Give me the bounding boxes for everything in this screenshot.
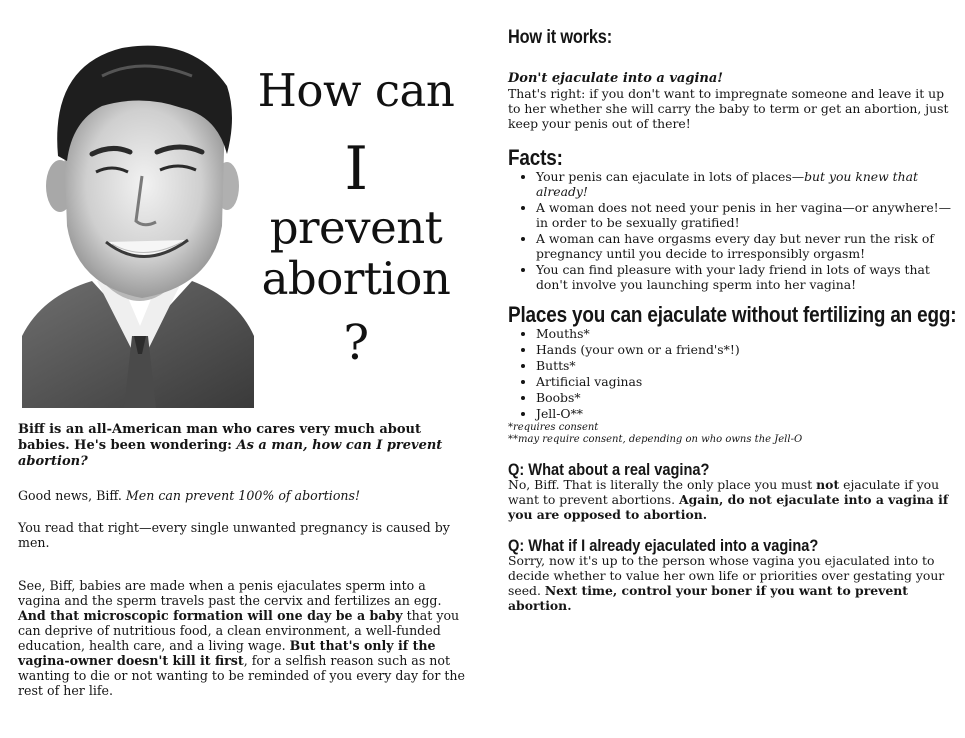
see-biff-5: , for a selfish reason such as not wanting to die or not wanting to be reminded of you every day for the rest of her life. [18, 653, 465, 698]
intro-bold: Biff is an all-American man who cares very much about babies. He's been wondering: [18, 422, 422, 453]
intro-italic: As a man, how can I prevent abortion? [18, 438, 443, 469]
headline-question-mark: ? [343, 315, 369, 371]
see-biff-3: that you can deprive of nutritious food, a clean environment, a well-funded education, health care, and a living wage. [18, 608, 460, 653]
fact-item: • A woman can have orgasms every day but never run the risk of pregnancy until you decide to irresponsibly orgasm! [536, 231, 956, 261]
dont-ejaculate-title: Don't ejaculate into a vagina! [508, 71, 723, 86]
dont-ejaculate-body: That's right: if you don't want to impregnate someone and leave it up to her whether she will carry the baby to term or get an abortion, just keep your penis out of there! [508, 86, 949, 131]
place-item: • Mouths* [536, 326, 956, 341]
q2-heading: Q: What if I already ejaculated into a vagina? [508, 536, 819, 555]
place-item: • Boobs* [536, 390, 956, 405]
place-item: • Jell-O** [536, 406, 956, 421]
facts-heading: Facts: [508, 145, 563, 170]
facts-list [508, 169, 956, 292]
place-item: • Hands (your own or a friend's*!) [536, 342, 956, 357]
headline [238, 64, 474, 371]
good-news-italic: Men can prevent 100% of abortions! [125, 488, 361, 503]
good-news-paragraph [18, 488, 466, 503]
fact-item: • You can find pleasure with your lady friend in lots of ways that don't involve you launching sperm into her vagina! [536, 262, 956, 292]
places-heading: Places you can ejaculate without fertilizing an egg: [508, 302, 957, 327]
headline-line-3: prevent [269, 201, 443, 254]
read-right-paragraph: You read that right—every single unwanted pregnancy is caused by men. [18, 520, 450, 550]
how-it-works-heading: How it works: [508, 27, 612, 48]
see-biff-1: See, Biff, babies are made when a penis ejaculates sperm into a vagina and the sperm travels past the cervix and fertilizes an egg. [18, 578, 442, 608]
see-biff-paragraph [18, 578, 466, 698]
fact-item: • A woman does not need your penis in her vagina—or anywhere!—in order to be sexually gratified! [536, 200, 956, 230]
portrait-image [22, 36, 254, 408]
footnote-jello: **may require consent, depending on who owns the Jell-O [508, 434, 803, 445]
fact-item: • Your penis can ejaculate in lots of places—but you knew that already! [536, 169, 956, 199]
q1-heading: Q: What about a real vagina? [508, 460, 710, 479]
footnote-consent: *requires consent [508, 422, 599, 433]
q1-answer: No, Biff. That is literally the only place you must not ejaculate if you want to prevent abortions. Again, do not ejaculate into a vagina if you are opposed to abortion. [508, 477, 949, 522]
q2-answer: Sorry, now it's up to the person whose vagina you ejaculated into to decide whether to value her own life or priorities over gestating your seed. Next time, control your boner if you want to prevent abortion. [508, 553, 945, 613]
good-news-plain: Good news, Biff. [18, 488, 126, 503]
headline-line-4: abortion [261, 252, 451, 305]
intro-paragraph [18, 422, 466, 470]
headline-line-2: I [344, 134, 368, 204]
left-column-text [18, 422, 466, 715]
see-biff-2: And that microscopic formation will one day be a baby [18, 608, 403, 623]
place-item: • Butts* [536, 358, 956, 373]
place-item: • Artificial vaginas [536, 374, 956, 389]
see-biff-4: But that's only if the vagina-owner doesn't kill it first [18, 638, 436, 668]
right-column [508, 27, 957, 613]
places-list [508, 326, 956, 421]
headline-line-1: How can [257, 64, 455, 117]
